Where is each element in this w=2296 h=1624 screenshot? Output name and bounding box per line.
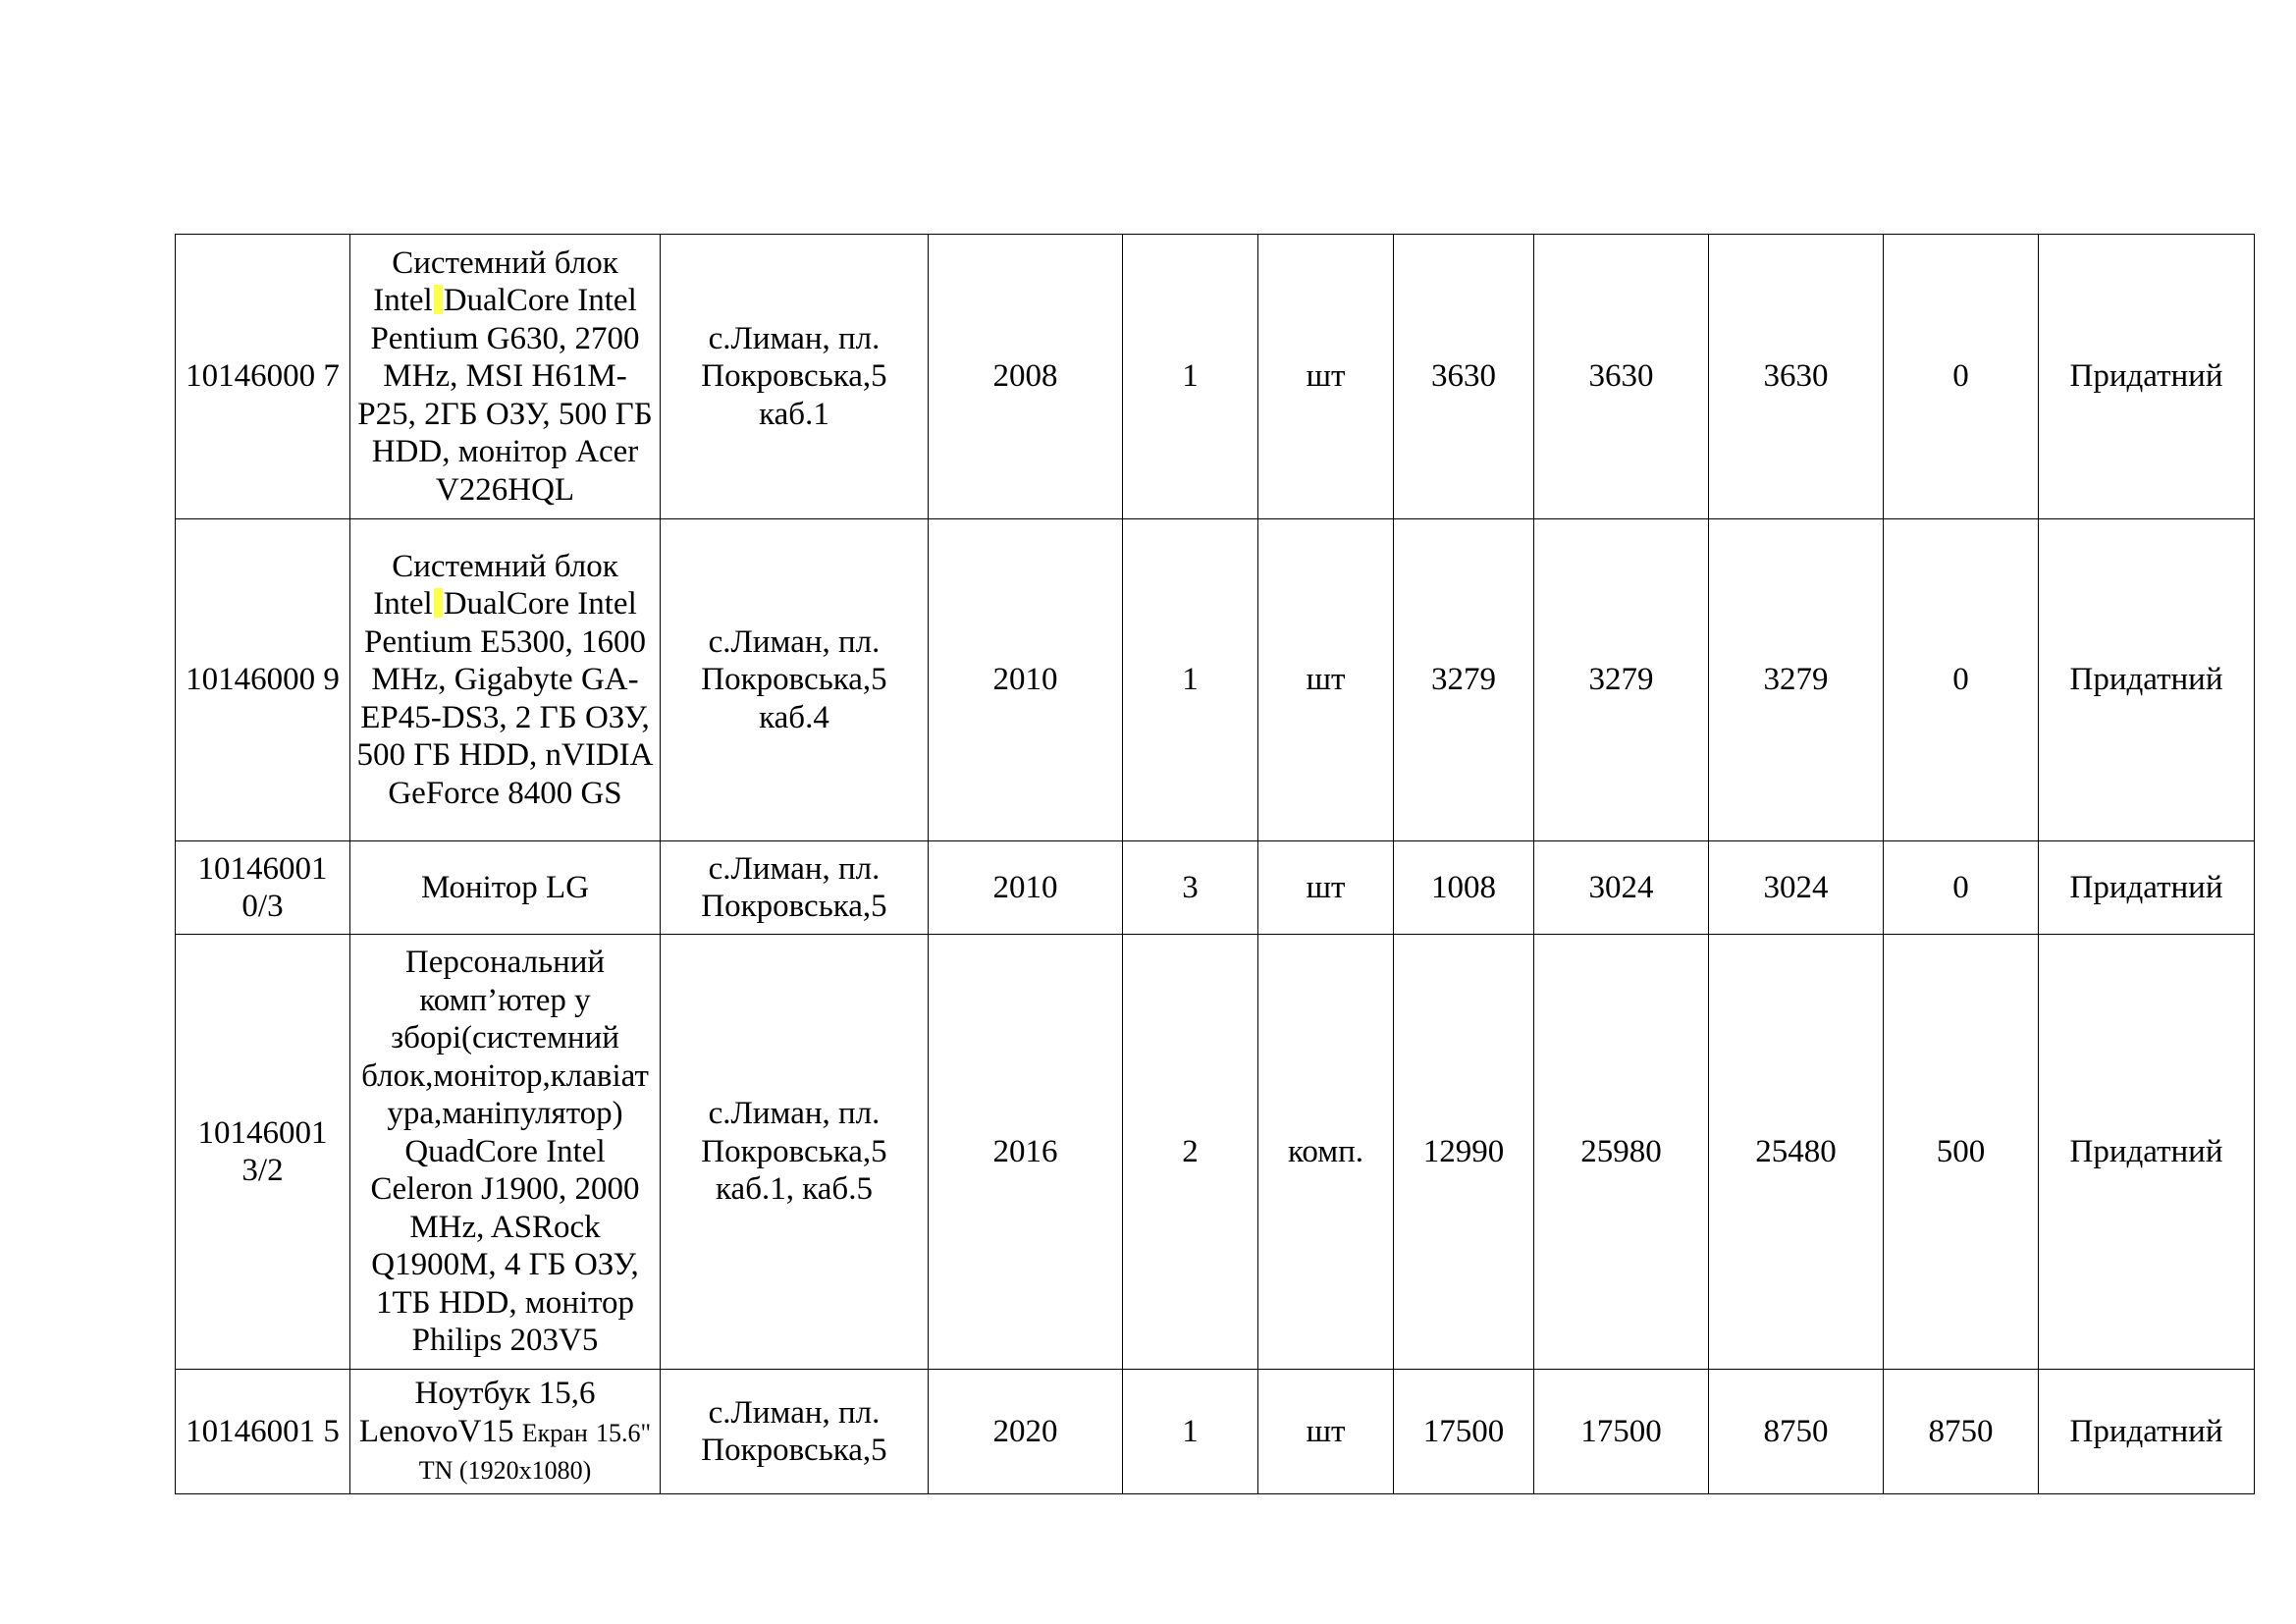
unit: шт bbox=[1258, 519, 1394, 841]
table-row bbox=[176, 235, 2255, 519]
location: с.Лиман, пл. Покровська,5 bbox=[661, 1370, 929, 1494]
item-name: Персональний комп’ютер у зборі(системний блок,монітор,клавіатура,маніпулятор) QuadCore Intel Celeron J1900, 2000 MHz, ASRock Q1900M, 4 ГБ ОЗУ, 1ТБ HDD, монітор Philips 203V5 bbox=[350, 935, 661, 1370]
highlight-mark bbox=[434, 588, 443, 618]
total-value: 3024 bbox=[1534, 841, 1709, 935]
unit: комп. bbox=[1258, 935, 1394, 1370]
inventory-number: 10146000 7 bbox=[176, 235, 350, 519]
item-name: Монітор LG bbox=[350, 841, 661, 935]
inventory-number: 10146001 3/2 bbox=[176, 935, 350, 1370]
depreciation: 25480 bbox=[1709, 935, 1884, 1370]
location: с.Лиман, пл. Покровська,5 каб.1 bbox=[661, 235, 929, 519]
condition: Придатний bbox=[2039, 235, 2255, 519]
inventory-number: 10146001 5 bbox=[176, 1370, 350, 1494]
quantity: 2 bbox=[1123, 935, 1258, 1370]
quantity: 3 bbox=[1123, 841, 1258, 935]
unit-price: 3630 bbox=[1394, 235, 1534, 519]
unit-price: 12990 bbox=[1394, 935, 1534, 1370]
table-row bbox=[176, 1370, 2255, 1494]
year: 2016 bbox=[929, 935, 1123, 1370]
residual-value: 500 bbox=[1884, 935, 2039, 1370]
depreciation: 3279 bbox=[1709, 519, 1884, 841]
unit: шт bbox=[1258, 1370, 1394, 1494]
table-row bbox=[176, 519, 2255, 841]
condition: Придатний bbox=[2039, 1370, 2255, 1494]
item-name: Ноутбук 15,6 LenovoV15 Екран 15.6" TN (1920x1080) bbox=[350, 1370, 661, 1494]
unit: шт bbox=[1258, 841, 1394, 935]
year: 2008 bbox=[929, 235, 1123, 519]
year: 2020 bbox=[929, 1370, 1123, 1494]
depreciation: 8750 bbox=[1709, 1370, 1884, 1494]
condition: Придатний bbox=[2039, 519, 2255, 841]
location: с.Лиман, пл. Покровська,5 каб.4 bbox=[661, 519, 929, 841]
item-name: Системний блок Intel DualCore Intel Pentium E5300, 1600 MHz, Gigabyte GA-EP45-DS3, 2 ГБ ОЗУ, 500 ГБ HDD, nVIDIA GeForce 8400 GS bbox=[350, 519, 661, 841]
table-row bbox=[176, 841, 2255, 935]
unit-price: 1008 bbox=[1394, 841, 1534, 935]
condition: Придатний bbox=[2039, 841, 2255, 935]
inventory-table bbox=[175, 234, 2255, 1494]
residual-value: 8750 bbox=[1884, 1370, 2039, 1494]
unit-price: 3279 bbox=[1394, 519, 1534, 841]
condition: Придатний bbox=[2039, 935, 2255, 1370]
inventory-number: 10146000 9 bbox=[176, 519, 350, 841]
year: 2010 bbox=[929, 519, 1123, 841]
depreciation: 3024 bbox=[1709, 841, 1884, 935]
residual-value: 0 bbox=[1884, 841, 2039, 935]
total-value: 25980 bbox=[1534, 935, 1709, 1370]
quantity: 1 bbox=[1123, 519, 1258, 841]
total-value: 3630 bbox=[1534, 235, 1709, 519]
quantity: 1 bbox=[1123, 1370, 1258, 1494]
inventory-number: 10146001 0/3 bbox=[176, 841, 350, 935]
location: с.Лиман, пл. Покровська,5 каб.1, каб.5 bbox=[661, 935, 929, 1370]
item-name: Системний блок Intel DualCore Intel Pentium G630, 2700 MHz, MSI H61M-P25, 2ГБ ОЗУ, 500 ГБ HDD, монітор Acer V226HQL bbox=[350, 235, 661, 519]
highlight-mark bbox=[434, 285, 443, 314]
depreciation: 3630 bbox=[1709, 235, 1884, 519]
quantity: 1 bbox=[1123, 235, 1258, 519]
year: 2010 bbox=[929, 841, 1123, 935]
residual-value: 0 bbox=[1884, 235, 2039, 519]
total-value: 3279 bbox=[1534, 519, 1709, 841]
location: с.Лиман, пл. Покровська,5 bbox=[661, 841, 929, 935]
table-row bbox=[176, 935, 2255, 1370]
residual-value: 0 bbox=[1884, 519, 2039, 841]
total-value: 17500 bbox=[1534, 1370, 1709, 1494]
unit-price: 17500 bbox=[1394, 1370, 1534, 1494]
unit: шт bbox=[1258, 235, 1394, 519]
